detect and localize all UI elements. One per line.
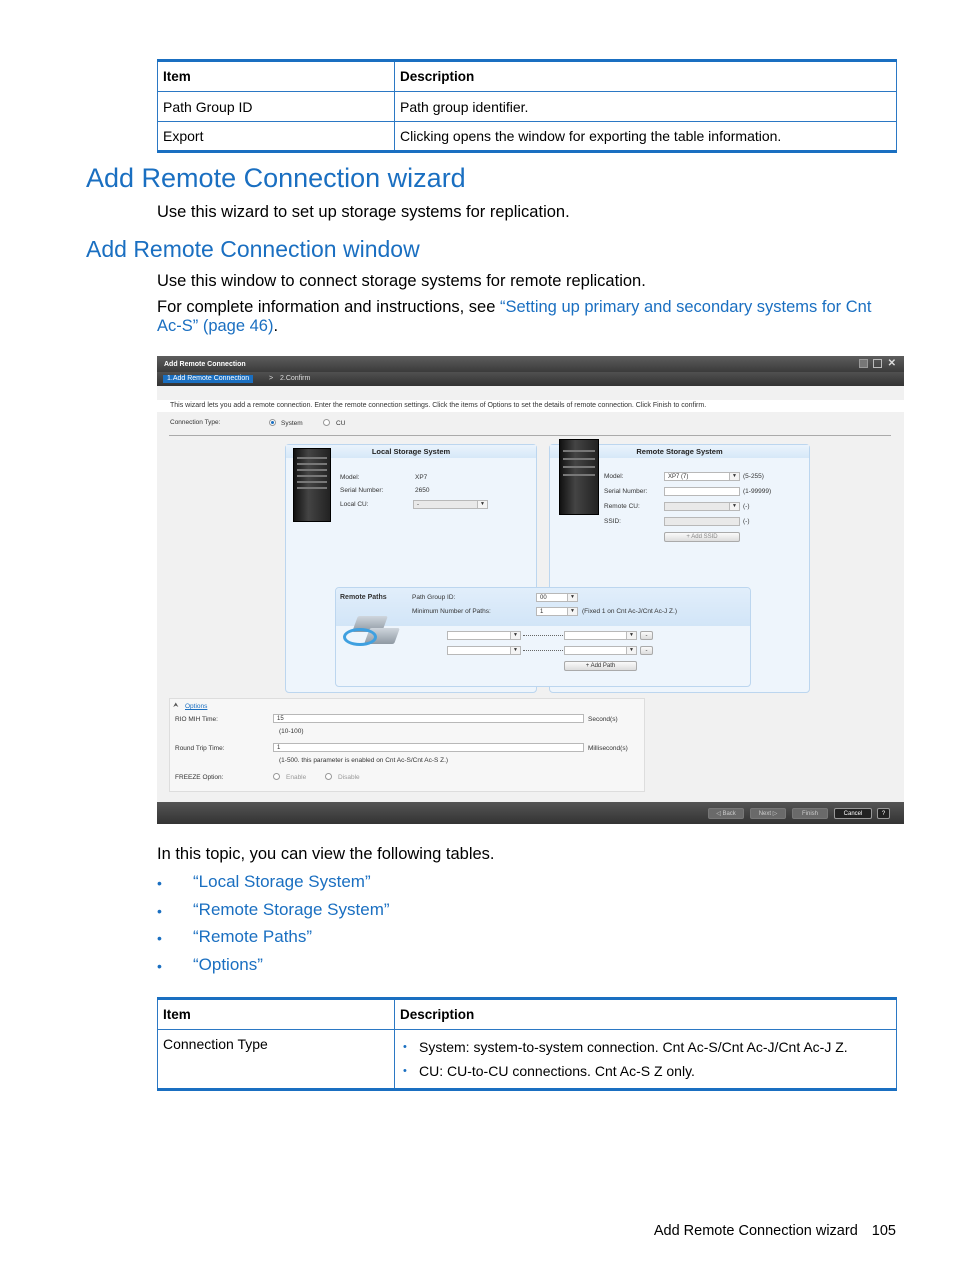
remote-cu-hint: (-) xyxy=(743,503,750,510)
section-heading: Add Remote Connection wizard xyxy=(86,163,466,193)
rio-mih-label: RIO MIH Time: xyxy=(175,716,218,723)
remote-port-select-2[interactable] xyxy=(564,646,637,655)
local-port-select-1[interactable] xyxy=(447,631,521,640)
radio-cu[interactable] xyxy=(323,419,330,426)
remote-model-value: XP7 (7) xyxy=(668,474,689,480)
table-row xyxy=(158,122,897,152)
chevron-down-icon: ▼ xyxy=(626,647,636,654)
remote-model-label: Model: xyxy=(604,473,624,480)
connection-type-table xyxy=(157,997,897,1091)
remote-paths-title: Remote Paths xyxy=(340,594,387,601)
local-server-icon xyxy=(293,448,331,522)
list-item-text: CU: CU-to-CU connections. Cnt Ac-S Z only. xyxy=(419,1063,695,1079)
rio-mih-input[interactable] xyxy=(273,714,584,723)
remote-serial-input[interactable] xyxy=(664,487,740,496)
list-item xyxy=(157,872,390,900)
help-button[interactable]: ? xyxy=(877,808,890,819)
subsection-intro: Use this window to connect storage systems for remote replication. xyxy=(157,272,646,290)
local-cu-select[interactable] xyxy=(413,500,488,509)
round-trip-unit: Millisecond(s) xyxy=(588,745,628,752)
close-icon[interactable]: ✕ xyxy=(887,358,896,369)
maximize-icon[interactable] xyxy=(873,359,882,368)
page-number: 105 xyxy=(871,1223,896,1239)
round-trip-value: 1 xyxy=(277,745,281,751)
table-cell: Connection Type xyxy=(158,1030,395,1090)
reference-text: For complete information and instructions, see xyxy=(157,298,500,316)
wizard-title: Add Remote Connection xyxy=(164,361,246,368)
ssid-hint: (-) xyxy=(743,518,750,525)
path-group-id-label: Path Group ID: xyxy=(412,594,456,601)
remote-cu-select[interactable] xyxy=(664,502,740,511)
local-model-value: XP7 xyxy=(415,474,428,481)
bullet-icon: • xyxy=(403,1041,407,1053)
options-link[interactable]: Options xyxy=(185,703,208,710)
table-header-description: Description xyxy=(395,999,897,1030)
min-paths-value: 1 xyxy=(540,609,544,615)
topic-intro: In this topic, you can view the following tables. xyxy=(157,845,495,863)
add-path-button[interactable]: + Add Path xyxy=(564,661,637,671)
step-current: 1.Add Remote Connection xyxy=(163,375,253,383)
collapse-up-icon[interactable]: ⮝ xyxy=(173,702,179,709)
wizard-screenshot xyxy=(157,356,904,824)
wizard-steps xyxy=(157,372,904,386)
section-intro: Use this wizard to set up storage systems for replication. xyxy=(157,203,570,221)
local-port-select-2[interactable] xyxy=(447,646,521,655)
chevron-down-icon: ▼ xyxy=(567,594,577,601)
path-group-id-select[interactable] xyxy=(536,593,578,602)
wizard-instruction: This wizard lets you add a remote connection. Enter the remote connection settings. Click the items of Options to set the details of remote connection. Click Finish to confirm. xyxy=(157,400,904,412)
radio-system-label: System xyxy=(281,420,303,427)
min-paths-label: Minimum Number of Paths: xyxy=(412,608,491,615)
radio-disable-label: Disable xyxy=(338,774,360,781)
chevron-down-icon: ▼ xyxy=(510,647,520,654)
table-row xyxy=(158,92,897,122)
wizard-footer xyxy=(157,802,904,824)
table-cell: Path Group ID xyxy=(158,92,395,122)
subsection-heading: Add Remote Connection window xyxy=(86,236,420,262)
list-item-text: System: system-to-system connection. Cnt Ac-S/Cnt Ac-J/Cnt Ac-J Z. xyxy=(419,1039,848,1055)
table-cell: Export xyxy=(158,122,395,152)
pin-icon[interactable] xyxy=(859,359,868,368)
step-separator: > xyxy=(269,375,274,382)
bullet-icon: • xyxy=(403,1065,407,1077)
connection-type-label: Connection Type: xyxy=(170,419,221,426)
divider xyxy=(169,435,891,436)
list-item xyxy=(157,900,390,928)
finish-button[interactable]: Finish xyxy=(792,808,828,819)
remote-port-select-1[interactable] xyxy=(564,631,637,640)
chevron-down-icon: ▼ xyxy=(567,608,577,615)
min-paths-select[interactable] xyxy=(536,607,578,616)
freeze-option-label: FREEZE Option: xyxy=(175,774,224,781)
list-item xyxy=(157,927,390,955)
remote-cu-label: Remote CU: xyxy=(604,503,640,510)
round-trip-hint: (1-500. this parameter is enabled on Cnt Ac-S/Cnt Ac-S Z.) xyxy=(279,757,449,764)
remote-model-select[interactable] xyxy=(664,472,740,481)
local-serial-value: 2650 xyxy=(415,487,430,494)
table-header-item: Item xyxy=(158,999,395,1030)
page-footer xyxy=(654,1223,896,1239)
radio-system[interactable] xyxy=(269,419,276,426)
path-connector xyxy=(523,650,563,651)
bullet-icon: • xyxy=(157,875,162,891)
path-group-id-value: 00 xyxy=(540,595,547,601)
topic-links xyxy=(157,872,390,983)
bullet-icon: • xyxy=(157,902,162,919)
remote-serial-label: Serial Number: xyxy=(604,488,648,495)
table-header-item: Item xyxy=(158,61,395,92)
local-cu-label: Local CU: xyxy=(340,501,369,508)
remove-path-button[interactable]: - xyxy=(640,631,653,640)
chevron-down-icon: ▼ xyxy=(510,632,520,639)
local-cu-value: - xyxy=(417,502,419,508)
topic-link[interactable]: “Remote Storage System” xyxy=(193,899,390,919)
chevron-down-icon: ▼ xyxy=(729,473,739,480)
list-item xyxy=(157,955,390,983)
path-connector xyxy=(523,635,563,636)
next-button[interactable]: Next ▷ xyxy=(750,808,786,819)
reference-paragraph xyxy=(157,298,897,336)
topic-link[interactable]: “Local Storage System” xyxy=(193,872,371,891)
footer-section: Add Remote Connection wizard xyxy=(653,1223,858,1239)
round-trip-label: Round Trip Time: xyxy=(175,745,225,752)
table-cell: Path group identifier. xyxy=(395,92,897,122)
reference-suffix: . xyxy=(273,317,279,335)
chevron-down-icon: ▼ xyxy=(626,632,636,639)
min-paths-hint: (Fixed 1 on Cnt Ac-J/Cnt Ac-J Z.) xyxy=(582,608,677,615)
chevron-down-icon: ▼ xyxy=(729,503,739,510)
radio-enable[interactable] xyxy=(273,773,280,780)
remote-serial-hint: (1-99999) xyxy=(743,488,772,495)
local-serial-label: Serial Number: xyxy=(340,487,384,494)
rio-mih-value: 15 xyxy=(277,716,284,722)
ssid-label: SSID: xyxy=(604,518,621,525)
back-button[interactable]: ◁ Back xyxy=(708,808,744,819)
table-row xyxy=(158,1030,897,1090)
remote-server-icon xyxy=(559,439,599,515)
topic-link[interactable]: “Options” xyxy=(193,955,263,975)
remote-paths-icon xyxy=(341,614,399,652)
table-header-description: Description xyxy=(395,61,897,92)
remote-model-hint: (5-255) xyxy=(743,473,764,480)
reference-link-cont[interactable]: Ac-S” (page 46) xyxy=(157,317,274,335)
ssid-input[interactable] xyxy=(664,517,740,526)
topic-link[interactable]: “Remote Paths” xyxy=(193,927,313,947)
description-list xyxy=(400,1035,891,1083)
add-ssid-button[interactable]: + Add SSID xyxy=(664,532,740,542)
reference-link[interactable]: “Setting up primary and secondary systems for Cnt xyxy=(500,298,872,316)
list-item xyxy=(400,1035,891,1059)
radio-disable[interactable] xyxy=(325,773,332,780)
bullet-icon: • xyxy=(157,930,162,947)
local-storage-title: Local Storage System xyxy=(286,445,536,458)
rio-mih-unit: Second(s) xyxy=(588,716,618,723)
rio-mih-hint: (10-100) xyxy=(279,728,304,735)
round-trip-input[interactable] xyxy=(273,743,584,752)
radio-enable-label: Enable xyxy=(286,774,307,781)
chevron-down-icon: ▼ xyxy=(477,501,487,508)
local-model-label: Model: xyxy=(340,474,360,481)
remote-storage-title: Remote Storage System xyxy=(550,445,809,458)
radio-cu-label: CU xyxy=(336,420,346,427)
wizard-titlebar xyxy=(157,356,904,372)
step-confirm: 2.Confirm xyxy=(280,375,311,382)
items-table xyxy=(157,59,897,153)
remove-path-button[interactable]: - xyxy=(640,646,653,655)
table-cell: Clicking opens the window for exporting the table information. xyxy=(395,122,897,152)
cancel-button[interactable]: Cancel xyxy=(834,808,872,819)
bullet-icon: • xyxy=(157,958,162,975)
list-item xyxy=(400,1059,891,1083)
table-cell xyxy=(395,1030,897,1090)
